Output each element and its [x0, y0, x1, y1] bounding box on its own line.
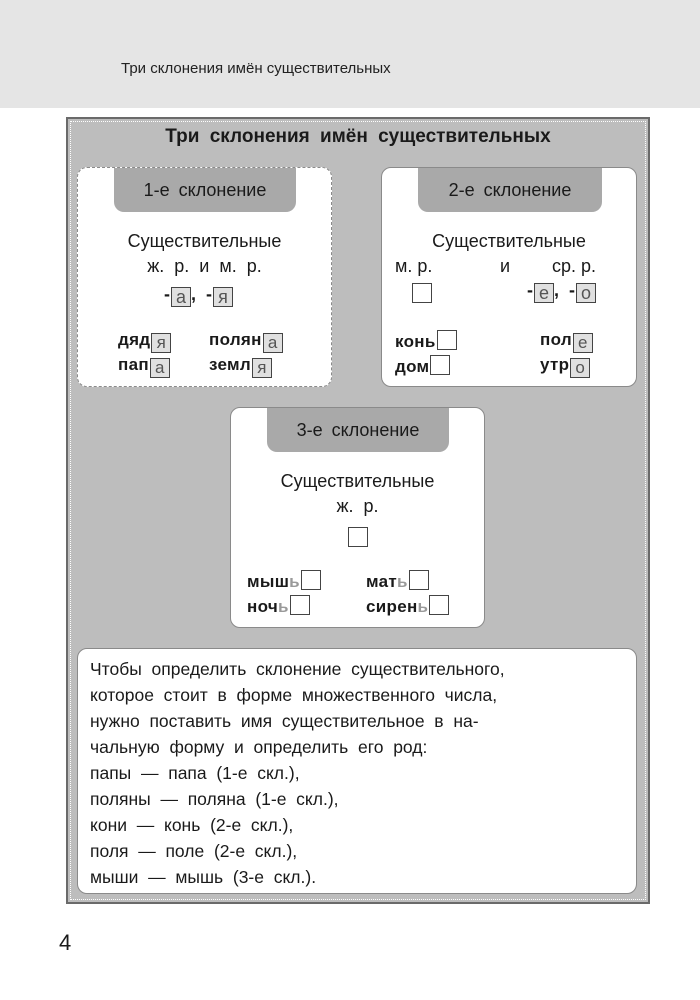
info-line: кони — конь (2-е скл.),: [90, 815, 294, 835]
word-ending-box: о: [570, 358, 590, 378]
first-ending-dash-1: -: [164, 284, 170, 304]
second-ending-comma: ,: [554, 280, 560, 300]
header-band: [0, 0, 700, 108]
first-word-zemlya: [209, 355, 272, 378]
word-soft-sign: ь: [417, 597, 429, 616]
third-word-mat: [366, 570, 429, 592]
word-soft-sign: ь: [289, 572, 300, 591]
first-declension-card: [77, 167, 332, 387]
first-gender-label: ж. р. и м. р.: [147, 256, 262, 276]
page-title: Три склонения имён существительных: [165, 126, 551, 147]
second-gender-and: и: [500, 256, 511, 276]
info-line: папы — папа (1-е скл.),: [90, 763, 300, 783]
second-zero-ending-box: [412, 283, 432, 303]
info-card: [77, 648, 637, 894]
word-stem: земл: [209, 355, 252, 374]
third-noun-label: Существительные: [280, 471, 435, 491]
third-word-siren: [366, 595, 449, 617]
first-ending-ya-box: я: [213, 287, 233, 307]
first-word-papa: [118, 355, 170, 378]
second-ending-dash-1: -: [527, 280, 533, 300]
word-ending-box: а: [263, 333, 283, 353]
word-stem: конь: [395, 332, 436, 351]
word-ending-box: а: [150, 358, 170, 378]
first-noun-label: Существительные: [127, 231, 282, 251]
third-zero-ending-box: [348, 527, 368, 547]
word-stem: пап: [118, 355, 149, 374]
second-ending-o-box: о: [576, 283, 596, 303]
word-ending-box: [290, 595, 310, 615]
first-endings: [164, 284, 233, 307]
third-word-mysh: [247, 570, 321, 592]
running-header: Три склонения имён существительных: [121, 60, 391, 77]
info-line: поля — поле (2-е скл.),: [90, 841, 298, 861]
word-stem: ноч: [247, 597, 278, 616]
third-declension-tab: 3-е склонение: [267, 408, 449, 452]
second-gender-n: ср. р.: [552, 256, 597, 276]
second-declension-card: [381, 167, 637, 387]
word-stem: утр: [540, 355, 570, 374]
second-noun-label: Существительные: [432, 231, 586, 251]
first-declension-tab: 1-е склонение: [114, 168, 296, 212]
info-line: нужно поставить имя существительное в на-: [90, 711, 479, 731]
info-line: Чтобы определить склонение существительного,: [90, 659, 505, 679]
second-word-kon: [395, 330, 457, 352]
second-ending-e-box: е: [534, 283, 554, 303]
word-stem: сирен: [366, 597, 418, 616]
word-stem: мыш: [247, 572, 290, 591]
word-ending-box: я: [151, 333, 171, 353]
third-gender-label: ж. р.: [336, 496, 379, 516]
first-ending-a-box: а: [171, 287, 191, 307]
word-ending-box: [430, 355, 450, 375]
second-word-pole: [540, 330, 593, 353]
word-ending-box: я: [252, 358, 272, 378]
word-ending-box: е: [573, 333, 593, 353]
info-line: мыши — мышь (3-е скл.).: [90, 867, 317, 887]
first-ending-dash-2: -: [206, 284, 213, 304]
word-stem: дом: [395, 357, 430, 376]
first-ending-comma: ,: [191, 284, 197, 304]
info-line: поляны — поляна (1-е скл.),: [90, 789, 339, 809]
word-ending-box: [409, 570, 429, 590]
first-word-dyadya: [118, 330, 171, 353]
word-stem: пол: [540, 330, 572, 349]
word-stem: полян: [209, 330, 262, 349]
second-ending-dash-2: -: [569, 280, 576, 300]
first-word-polyana: [209, 330, 283, 353]
second-gender-m: м. р.: [395, 256, 433, 276]
word-stem: дяд: [118, 330, 151, 349]
word-stem: мат: [366, 572, 398, 591]
word-soft-sign: ь: [397, 572, 408, 591]
third-word-noch: [247, 595, 310, 617]
page-number: 4: [59, 930, 72, 955]
info-line: которое стоит в форме множественного числа,: [90, 685, 498, 705]
third-declension-card: [230, 407, 485, 628]
second-word-utro: [540, 355, 590, 378]
word-ending-box: [437, 330, 457, 350]
second-word-dom: [395, 355, 450, 377]
info-line: чальную форму и определить его род:: [90, 737, 428, 757]
word-ending-box: [301, 570, 321, 590]
second-endings: [527, 280, 596, 303]
second-declension-tab: 2-е склонение: [418, 168, 602, 212]
word-ending-box: [429, 595, 449, 615]
word-soft-sign: ь: [278, 597, 289, 616]
